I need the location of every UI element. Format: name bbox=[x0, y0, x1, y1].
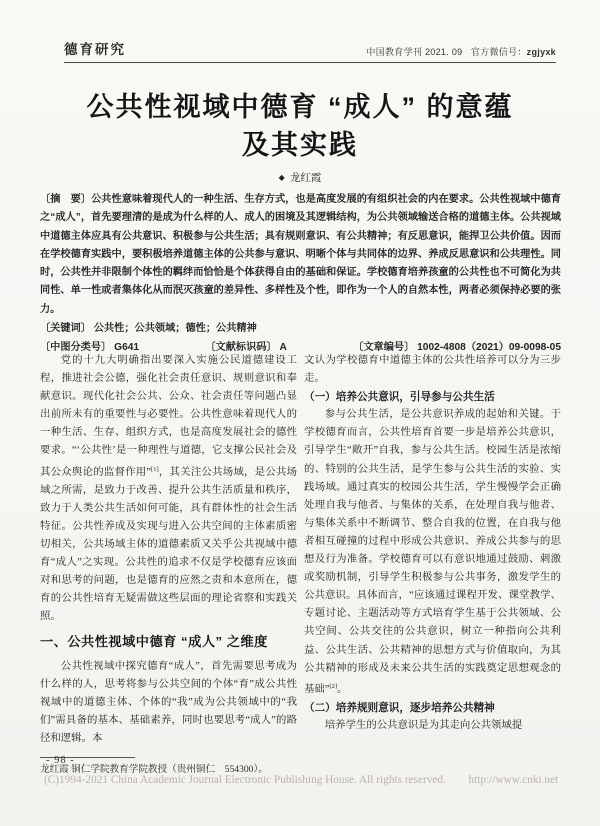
abstract-block bbox=[40, 191, 561, 358]
clc-label: 〔中图分类号〕 bbox=[40, 342, 112, 354]
keywords-label: 〔关键词〕 bbox=[40, 323, 91, 335]
doc-code-label: 〔文献标识码〕 bbox=[205, 342, 277, 354]
citation-ref-1: [1] bbox=[151, 465, 159, 473]
clc-value: G641 bbox=[114, 342, 140, 354]
body-paragraph: 培养学生的公共意识是为其走向公共领域提 bbox=[324, 719, 523, 731]
cnki-copyright-watermark: (C)1994-2021 China Academic Journal Electronic Publishing House. All rights reserved. http://www.cnki.net bbox=[44, 774, 559, 786]
column-section-name: 德育研究 bbox=[64, 42, 126, 57]
body-paragraph bbox=[304, 406, 561, 699]
paragraph-text: ，其关注公共场域，是公共场域之所需，是致力于改善、提升公共生活质量和秩序，致力于人类公共生活如何可能，具有群体性的社会生活特征。公共性养成及实现与进入公共空间的主体素质密切相关，公共场域主体的道德素质又关乎公共视域中德育“成人”之实现。公共性的追求不仅是学校德育应该面对和思考的问题，也是德育的应然之责和本意所在，德育的公共性培育无疑需做这些层面的理论省察和实践关照。 bbox=[40, 466, 297, 623]
abstract-label: 〔摘 要〕 bbox=[40, 194, 92, 205]
right-column bbox=[304, 352, 561, 735]
body-paragraph-continuation: 文认为学校德育中道德主体的公共性培养可以分为三步走。 bbox=[304, 355, 561, 385]
paragraph-text: 。 bbox=[337, 683, 348, 695]
article-title bbox=[30, 88, 570, 164]
sub-heading-1: （一）培养公共意识，引导参与公共生活 bbox=[304, 391, 495, 404]
article-no-value: 1002-4808（2021）09-0098-05 bbox=[417, 342, 561, 354]
left-column bbox=[40, 352, 297, 777]
author-name: 龙红霞 bbox=[289, 172, 322, 184]
journal-issue-info bbox=[366, 45, 556, 58]
page-number: - 98 - bbox=[46, 755, 75, 766]
article-title-line1: 公共性视域中德育 “成人” 的意蕴 bbox=[86, 92, 514, 122]
body-paragraph: 公共性视域中探究德育“成人”，首先需要思考成为什么样的人，思考将参与公共空间的个体“育”成公共性视域中的道德主体、个体的“我”成为公共领域中的“我们”需具备的基本、基础素养，同时也要思考“成人”的路径和逻辑。本 bbox=[40, 660, 297, 744]
abstract-text: 公共性意味着现代人的一种生活、生存方式，也是高度发展的有组织社会的内在要求。公共性视域中德育之“成人”，首先要理清的是成为什么样的人、成人的困境及其逻辑结构，为公共领域输送合格的道德主体。公共视域中道德主体应具有公共意识、积极参与公共生活；具有规则意识、有公共精神；有反思意识，能捍卫公共价值。因而在学校德育实践中，要积极培养道德主体的公共参与意识、明晰个体与共同体的边界、养成反思意识和公共理性。同时，公共性并非限制个体性的羁绊而恰恰是个体获得自由的基础和保证。学校德育培养孩童的公共性也不可简化为共同性、单一性或者集体化从而泯灭孩童的差异性、多样性及个性，即作为一个人的自然本性，两者必须保持必要的张力。 bbox=[40, 194, 562, 315]
article-title-line2: 及其实践 bbox=[242, 130, 358, 160]
section-heading-1: 一、公共性视域中德育 “成人” 之维度 bbox=[40, 634, 268, 650]
author-affiliation-footnote: 龙红霞 铜仁学院教育学院教授（贵州铜仁 554300）。 bbox=[40, 763, 268, 775]
body-paragraph bbox=[40, 352, 297, 626]
running-head bbox=[64, 38, 556, 63]
article-no-label: 〔文章编号〕 bbox=[353, 342, 415, 354]
paragraph-text: 参与公共生活，是公共意识养成的起始和关键。于学校德育而言，公共性培育首要一步是培养公共意识，引导学生“敞开”自我，参与公共生活。校园生活是浓缩的、特别的公共生活，是学生参与公共生活的实验、实践场域。通过真实的校园公共生活，学生慢慢学会正确处理自我与他者、与集体的关系，在处理自我与他者、与集体关系中不断调节、整合自我的位置，在自我与他者相互碰撞的过程中形成公共意识、养成公共参与的思想及行为准备。学校德育可以有意识地通过鼓励、刺激或奖励机制，引导学生积极参与公共事务，激发学生的公共意识。具体而言，“应该通过课程开发、课堂教学、专题讨论、主题活动等方式培育学生基于公共领域、公共空间、公共交往的公共意识，树立一种指向公共利益、公共生活、公共精神的思想方式与价值取向，为其公共精神的形成及未来公共生活的实践奠定思想观念的基础” bbox=[304, 409, 561, 695]
keywords-line bbox=[40, 320, 561, 338]
diamond-icon: ◆ bbox=[278, 173, 285, 182]
sub-heading-2: （二）培养规则意识，逐步培养公共精神 bbox=[304, 701, 495, 714]
citation-ref-2: [2] bbox=[329, 682, 337, 690]
author-line bbox=[0, 170, 600, 185]
paragraph-text: 党的十九大明确指出要深入实施公民道德建设工程，推进社会公德，强化社会责任意识、规则意识和奉献意识。现代化社会公共、公众、社会责任等问题凸显出前所未有的重要性与必要性。公共性意味着现代人的一种生活、生存、组织方式，也是高度发展社会的德性要求。“‘公共性’是一种理性与道德，它支撑公民社会及其公众舆论的监督作用” bbox=[40, 355, 297, 478]
abstract-paragraph bbox=[40, 191, 561, 319]
doc-code-value: A bbox=[279, 342, 287, 354]
wechat-label: 官方微信号： bbox=[470, 47, 527, 57]
journal-name-issue: 中国教育学刊 2021. 09 bbox=[366, 47, 463, 57]
keywords-text: 公共性；公共领域；德性；公共精神 bbox=[93, 323, 257, 335]
wechat-id: zgjyxk bbox=[526, 47, 556, 57]
